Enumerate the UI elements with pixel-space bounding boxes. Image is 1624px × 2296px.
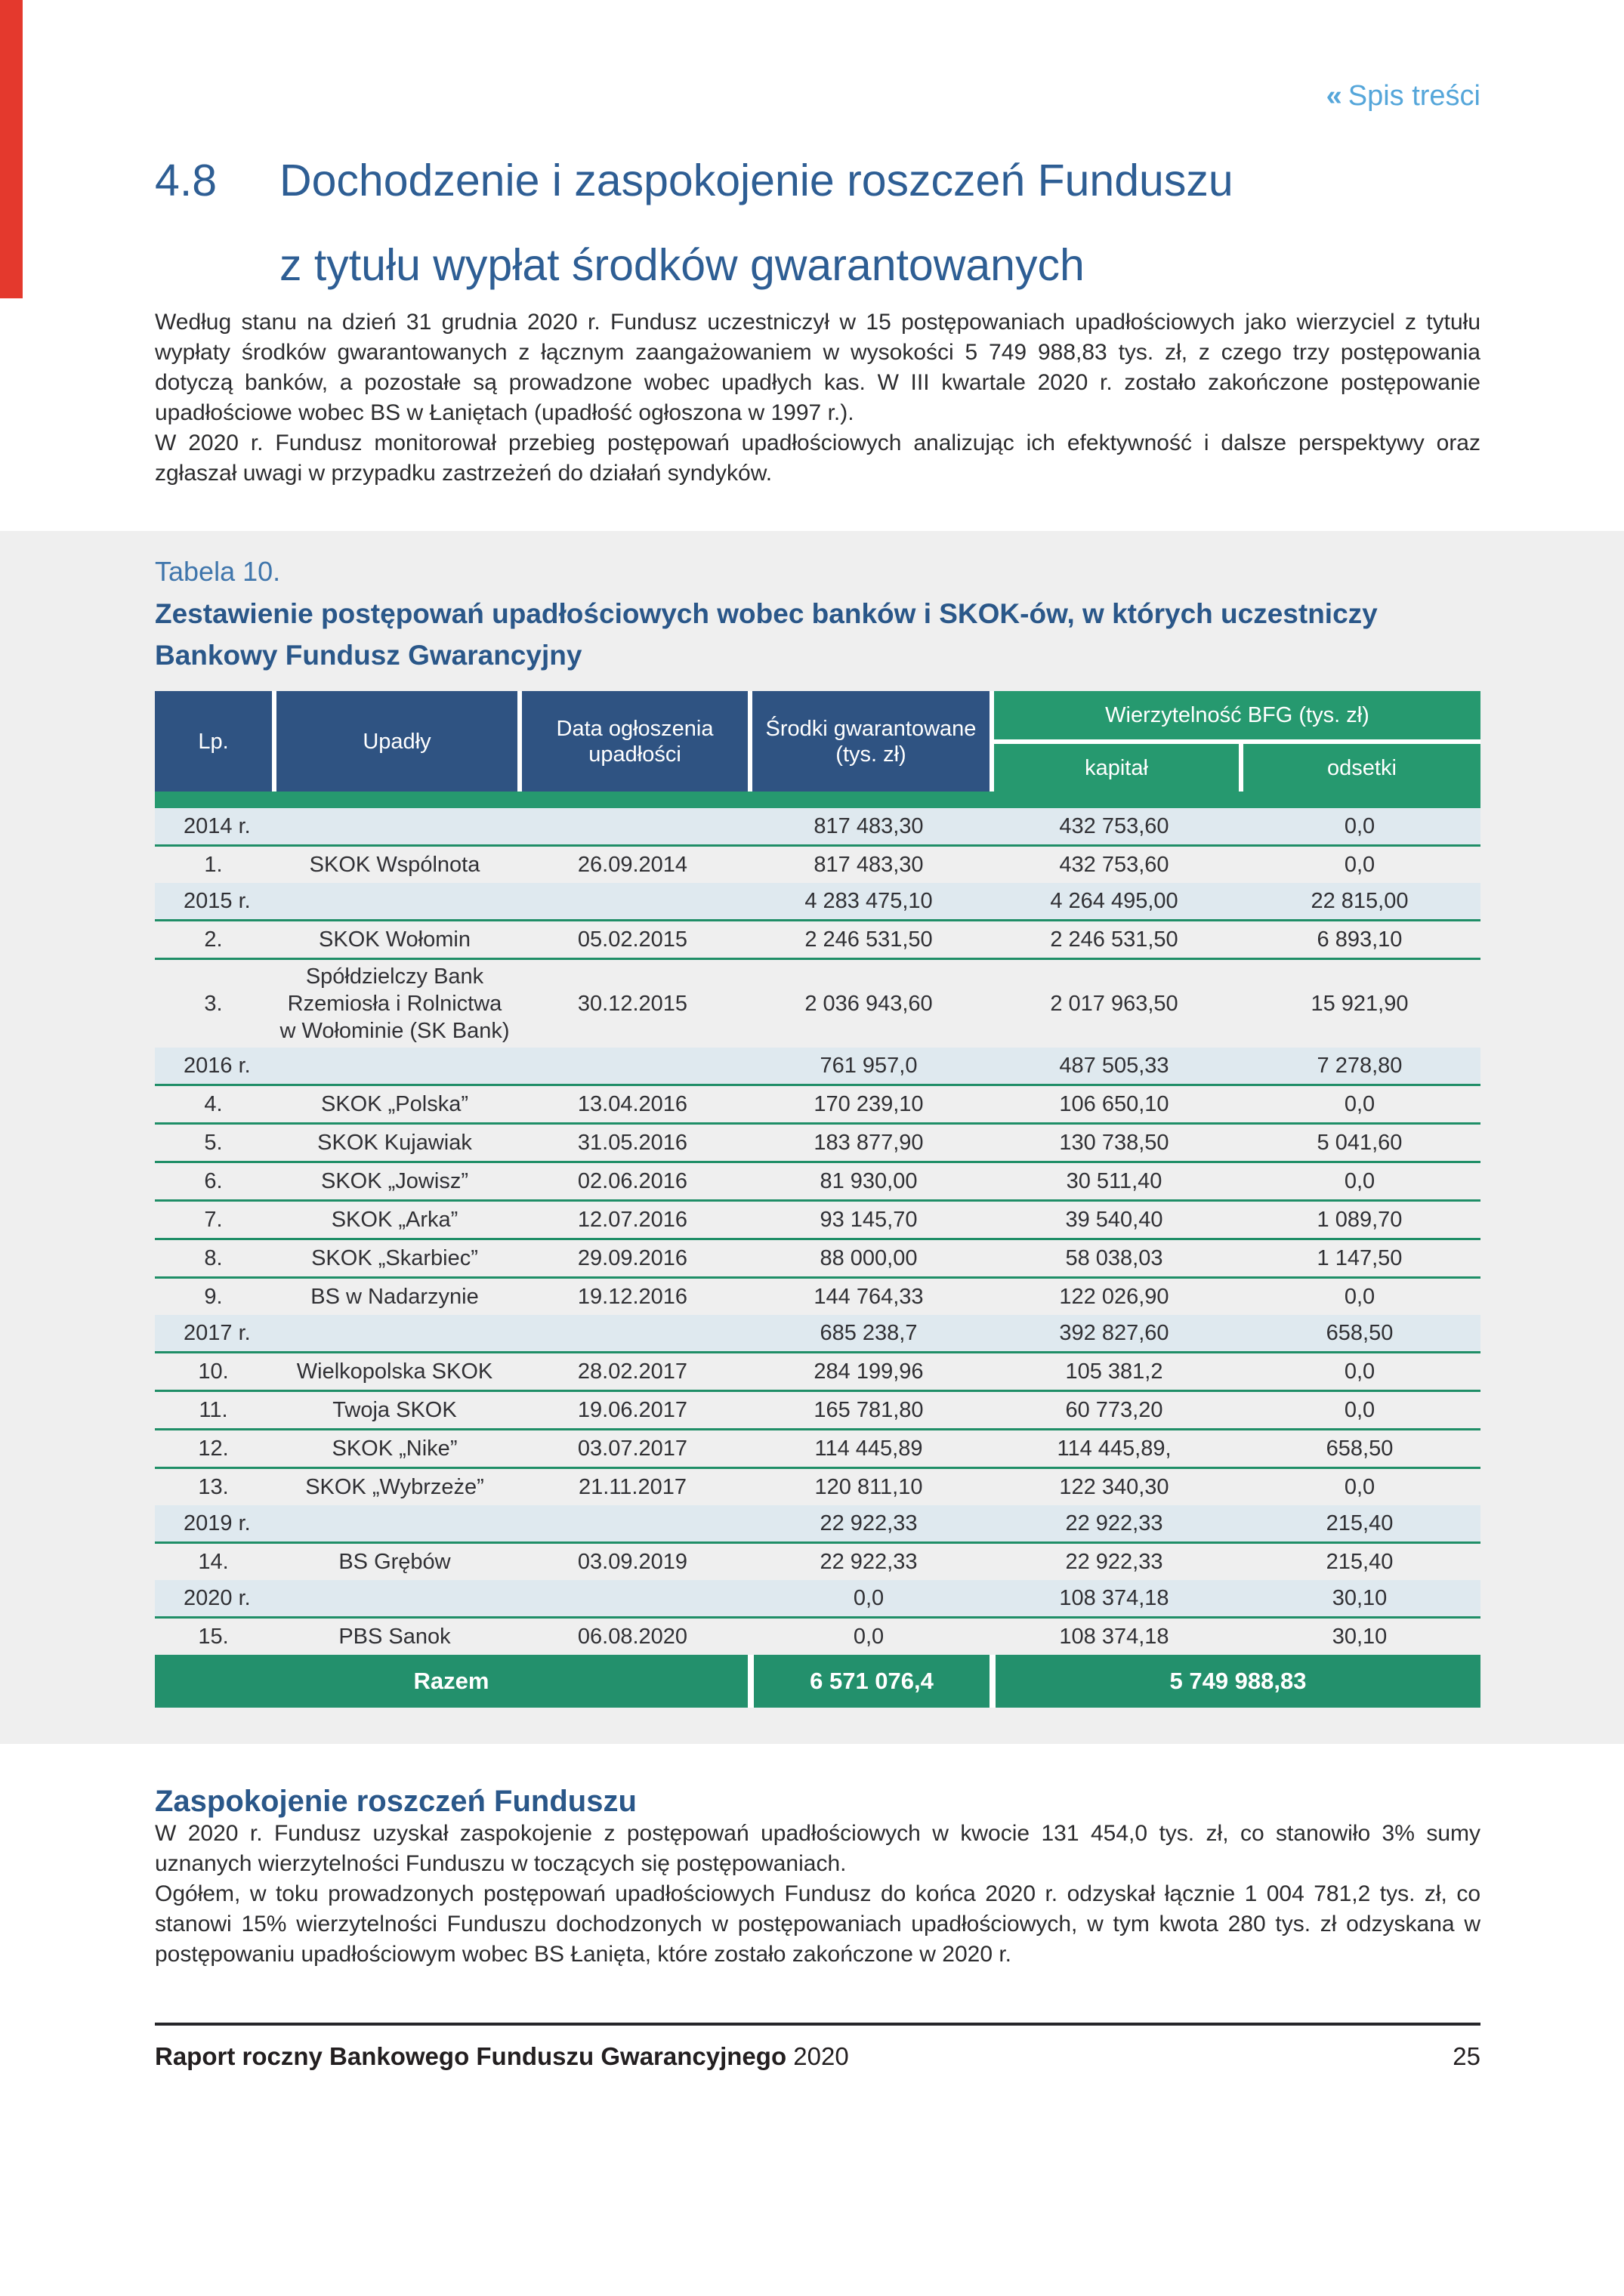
cell-date: 06.08.2020 — [577, 1625, 688, 1649]
cell-lp: 11. — [199, 1398, 228, 1422]
cell-date: 12.07.2016 — [577, 1208, 688, 1232]
cell-srodki: 22 922,33 — [820, 1511, 918, 1535]
table-title — [155, 593, 1480, 676]
cell-odsetki: 0,0 — [1344, 1475, 1375, 1499]
page-footer — [155, 2042, 1480, 2071]
cell-srodki: 183 877,90 — [814, 1131, 924, 1155]
table-header — [155, 691, 1480, 792]
cell-kapital: 58 038,03 — [1065, 1246, 1163, 1270]
cell-odsetki: 1 147,50 — [1317, 1246, 1403, 1270]
cell-odsetki: 0,0 — [1344, 1398, 1375, 1422]
cell-name: PBS Sanok — [338, 1625, 451, 1649]
cell-srodki: 817 483,30 — [814, 814, 924, 838]
total-srodki: 6 571 076,4 — [748, 1655, 990, 1708]
table-row-year — [155, 1315, 1480, 1351]
cell-year-label: 2017 r. — [184, 1321, 251, 1345]
cell-year-label: 2014 r. — [184, 814, 251, 838]
cell-year-label: 2019 r. — [184, 1511, 251, 1535]
cell-name: BS w Nadarzynie — [310, 1285, 479, 1309]
cell-date: 21.11.2017 — [579, 1475, 687, 1499]
cell-lp: 4. — [204, 1092, 223, 1116]
cell-srodki: 114 445,89 — [814, 1437, 923, 1461]
subsection-heading: Zaspokojenie roszczeń Funduszu — [155, 1785, 637, 1818]
cell-lp: 9. — [204, 1285, 223, 1309]
intro-paragraph-2: W 2020 r. Fundusz monitorował przebieg postępowań upadłościowych analizując ich efektywność i dalsze perspektywy oraz zgłaszał uwagi w przypadku zastrzeżeń do działań syndyków. — [155, 430, 1480, 486]
cell-lp: 8. — [204, 1246, 223, 1270]
footer-report-title: Raport roczny Bankowego Funduszu Gwarancyjnego 2020 — [155, 2042, 849, 2070]
cell-srodki: 4 283 475,10 — [804, 889, 933, 913]
cell-lp: 12. — [198, 1437, 229, 1461]
subsection-paragraph-1: W 2020 r. Fundusz uzyskał zaspokojenie z postępowań upadłościowych w kwocie 131 454,0 tys. zł, co stanowiło 3% sumy uznanych wierzytelności Funduszu w toczących się postępowaniach. — [155, 1821, 1480, 1876]
cell-kapital: 22 922,33 — [1065, 1550, 1163, 1574]
cell-kapital: 30 511,40 — [1066, 1169, 1162, 1193]
cell-date: 29.09.2016 — [577, 1246, 688, 1270]
cell-srodki: 170 239,10 — [814, 1092, 924, 1116]
cell-year-label: 2016 r. — [184, 1054, 251, 1078]
cell-name: SKOK „Polska” — [321, 1092, 468, 1116]
cell-name: Twoja SKOK — [332, 1398, 457, 1422]
cell-srodki: 22 922,33 — [820, 1550, 918, 1574]
cell-odsetki: 7 278,80 — [1317, 1054, 1403, 1078]
cell-name: Wielkopolska SKOK — [296, 1359, 493, 1384]
double-chevron-left-icon: « — [1326, 80, 1342, 112]
table-row — [155, 1125, 1480, 1161]
cell-date: 03.07.2017 — [577, 1437, 688, 1461]
cell-srodki: 761 957,0 — [820, 1054, 918, 1078]
cell-year-label: 2020 r. — [184, 1586, 251, 1610]
cell-date: 13.04.2016 — [577, 1092, 688, 1116]
cell-srodki: 144 764,33 — [814, 1285, 924, 1309]
cell-kapital: 487 505,33 — [1059, 1054, 1169, 1078]
toc-link[interactable] — [155, 0, 1480, 113]
cell-kapital: 22 922,33 — [1065, 1511, 1163, 1535]
cell-name: SKOK Kujawiak — [317, 1131, 472, 1155]
cell-name: BS Grębów — [338, 1550, 451, 1574]
cell-odsetki: 215,40 — [1326, 1550, 1394, 1574]
table-title-line1: Zestawienie postępowań upadłościowych wobec banków i SKOK-ów, w których uczestniczy — [155, 598, 1378, 629]
cell-name: SKOK „Nike” — [332, 1437, 458, 1461]
column-group-header-wierzytelnosc: Wierzytelność BFG (tys. zł) — [990, 691, 1480, 744]
table-row-year — [155, 883, 1480, 919]
cell-lp: 5. — [204, 1131, 223, 1155]
intro-paragraph-1: Według stanu na dzień 31 grudnia 2020 r. Fundusz uczestniczył w 15 postępowaniach upadłościowych jako wierzyciel z tytułu wypłaty środków gwarantowanych z łącznym zaangażowaniem w wysokości 5 749 988,83 tys. zł, z czego trzy postępowania dotyczą banków, a pozostałe są prowadzone wobec upadłych kas. W III kwartale 2020 r. zostało zakończone postępowanie upadłościowe wobec BS w Łaniętach (upadłość ogłoszona w 1997 r.). — [155, 310, 1480, 425]
cell-date: 05.02.2015 — [577, 927, 688, 952]
section-heading — [155, 138, 1480, 307]
cell-odsetki: 5 041,60 — [1317, 1131, 1403, 1155]
cell-kapital: 4 264 495,00 — [1050, 889, 1178, 913]
cell-kapital: 2 017 963,50 — [1050, 992, 1178, 1016]
cell-odsetki: 22 815,00 — [1311, 889, 1409, 913]
page-number: 25 — [1453, 2042, 1480, 2070]
toc-link-label: Spis treści — [1348, 80, 1480, 112]
cell-odsetki: 1 089,70 — [1317, 1208, 1403, 1232]
cell-name: SKOK „Wybrzeże” — [305, 1475, 484, 1499]
cell-odsetki: 15 921,90 — [1311, 992, 1409, 1016]
cell-name: SKOK „Skarbiec” — [311, 1246, 478, 1270]
cell-date: 31.05.2016 — [577, 1131, 688, 1155]
cell-date: 30.12.2015 — [577, 992, 688, 1016]
cell-lp: 10. — [198, 1359, 229, 1384]
table-row — [155, 847, 1480, 883]
table-row-year — [155, 1505, 1480, 1541]
cell-name: SKOK „Arka” — [331, 1208, 458, 1232]
table-total-row — [155, 1655, 1480, 1708]
table-row — [155, 1544, 1480, 1580]
cell-kapital: 105 381,2 — [1065, 1359, 1163, 1384]
cell-srodki: 685 238,7 — [820, 1321, 918, 1345]
table-row — [155, 1619, 1480, 1655]
cell-kapital: 122 026,90 — [1059, 1285, 1169, 1309]
table-row — [155, 1392, 1480, 1428]
cell-kapital: 39 540,40 — [1065, 1208, 1163, 1232]
page-corner-accent-bar — [0, 0, 23, 298]
cell-kapital: 2 246 531,50 — [1050, 927, 1178, 952]
table-row — [155, 1086, 1480, 1122]
cell-name: Spółdzielczy Bank Rzemiosła i Rolnictwa w Wołominie (SK Bank) — [279, 964, 510, 1043]
table-row — [155, 1240, 1480, 1276]
table-row — [155, 1163, 1480, 1199]
cell-kapital: 114 445,89, — [1057, 1437, 1172, 1461]
cell-kapital: 60 773,20 — [1065, 1398, 1163, 1422]
cell-lp: 3. — [204, 992, 223, 1016]
cell-odsetki: 30,10 — [1332, 1586, 1388, 1610]
section-number: 4.8 — [155, 156, 218, 205]
column-header-srodki: Środki gwarantowane (tys. zł) — [748, 691, 990, 792]
cell-kapital: 122 340,30 — [1059, 1475, 1169, 1499]
cell-srodki: 93 145,70 — [820, 1208, 918, 1232]
column-header-lp: Lp. — [155, 691, 272, 792]
table-row — [155, 1279, 1480, 1315]
bankruptcy-table — [155, 691, 1480, 1708]
cell-year-label: 2015 r. — [184, 889, 251, 913]
table-row — [155, 1202, 1480, 1238]
cell-lp: 6. — [204, 1169, 223, 1193]
cell-odsetki: 0,0 — [1344, 853, 1375, 877]
cell-date: 26.09.2014 — [577, 853, 688, 877]
table-body — [155, 808, 1480, 1655]
table-row — [155, 1469, 1480, 1505]
column-header-date: Data ogłoszenia upadłości — [517, 691, 748, 792]
section-title-line1: Dochodzenie i zaspokojenie roszczeń Funduszu — [279, 156, 1233, 205]
header-separator-band — [155, 792, 1480, 808]
table-row — [155, 921, 1480, 958]
cell-name: SKOK Wspólnota — [309, 853, 480, 877]
cell-odsetki: 215,40 — [1326, 1511, 1394, 1535]
cell-lp: 14. — [198, 1550, 229, 1574]
column-header-upadly: Upadły — [272, 691, 517, 792]
table-caption: Tabela 10. — [155, 556, 281, 587]
table-row — [155, 1430, 1480, 1467]
cell-date: 19.12.2016 — [577, 1285, 688, 1309]
subsection-paragraph-2: Ogółem, w toku prowadzonych postępowań upadłościowych Fundusz do końca 2020 r. odzyskał łącznie 1 004 781,2 tys. zł, co stanowi 15% wierzytelności Funduszu dochodzonych w postępowaniach upadłościowych, w tym kwota 280 tys. zł odzyskana w postępowaniu upadłościowym wobec BS Łanięta, które zostało zakończone w 2020 r. — [155, 1881, 1480, 1967]
cell-srodki: 0,0 — [853, 1586, 885, 1610]
cell-date: 19.06.2017 — [577, 1398, 688, 1422]
footer-rule — [155, 2023, 1480, 2026]
cell-kapital: 130 738,50 — [1059, 1131, 1169, 1155]
cell-odsetki: 0,0 — [1344, 1092, 1375, 1116]
cell-kapital: 432 753,60 — [1059, 853, 1169, 877]
cell-srodki: 88 000,00 — [820, 1246, 918, 1270]
cell-odsetki: 658,50 — [1326, 1437, 1394, 1461]
cell-odsetki: 0,0 — [1344, 814, 1375, 838]
cell-kapital: 106 650,10 — [1059, 1092, 1169, 1116]
cell-name: SKOK Wołomin — [319, 927, 471, 952]
cell-lp: 2. — [204, 927, 223, 952]
table-section-band — [0, 531, 1624, 1744]
table-row — [155, 1353, 1480, 1390]
cell-srodki: 81 930,00 — [820, 1169, 918, 1193]
table-row — [155, 960, 1480, 1048]
table-row-year — [155, 808, 1480, 844]
cell-srodki: 165 781,80 — [814, 1398, 924, 1422]
table-row-year — [155, 1048, 1480, 1084]
cell-kapital: 108 374,18 — [1059, 1586, 1169, 1610]
cell-date: 28.02.2017 — [577, 1359, 688, 1384]
column-header-kapital: kapitał — [990, 744, 1239, 792]
cell-srodki: 284 199,96 — [814, 1359, 924, 1384]
cell-odsetki: 0,0 — [1344, 1169, 1375, 1193]
cell-lp: 1. — [204, 853, 223, 877]
cell-odsetki: 658,50 — [1326, 1321, 1394, 1345]
cell-date: 02.06.2016 — [577, 1169, 688, 1193]
total-wierzytelnosc: 5 749 988,83 — [990, 1655, 1480, 1708]
cell-date: 03.09.2019 — [577, 1550, 688, 1574]
cell-lp: 15. — [198, 1625, 229, 1649]
cell-odsetki: 6 893,10 — [1317, 927, 1403, 952]
cell-name: SKOK „Jowisz” — [321, 1169, 468, 1193]
total-label: Razem — [413, 1668, 489, 1694]
cell-odsetki: 30,10 — [1332, 1625, 1388, 1649]
cell-srodki: 120 811,10 — [814, 1475, 923, 1499]
cell-odsetki: 0,0 — [1344, 1285, 1375, 1309]
cell-odsetki: 0,0 — [1344, 1359, 1375, 1384]
table-row-year — [155, 1580, 1480, 1616]
cell-srodki: 2 036 943,60 — [804, 992, 933, 1016]
section-title-line2: z tytułu wypłat środków gwarantowanych — [279, 240, 1085, 290]
cell-srodki: 2 246 531,50 — [804, 927, 933, 952]
cell-kapital: 108 374,18 — [1059, 1625, 1169, 1649]
cell-lp: 13. — [198, 1475, 229, 1499]
cell-srodki: 817 483,30 — [814, 853, 924, 877]
cell-kapital: 392 827,60 — [1059, 1321, 1169, 1345]
cell-lp: 7. — [204, 1208, 223, 1232]
column-header-odsetki: odsetki — [1239, 744, 1480, 792]
cell-kapital: 432 753,60 — [1059, 814, 1169, 838]
table-title-line2: Bankowy Fundusz Gwarancyjny — [155, 640, 582, 671]
section-title — [279, 138, 1233, 307]
cell-srodki: 0,0 — [853, 1625, 885, 1649]
